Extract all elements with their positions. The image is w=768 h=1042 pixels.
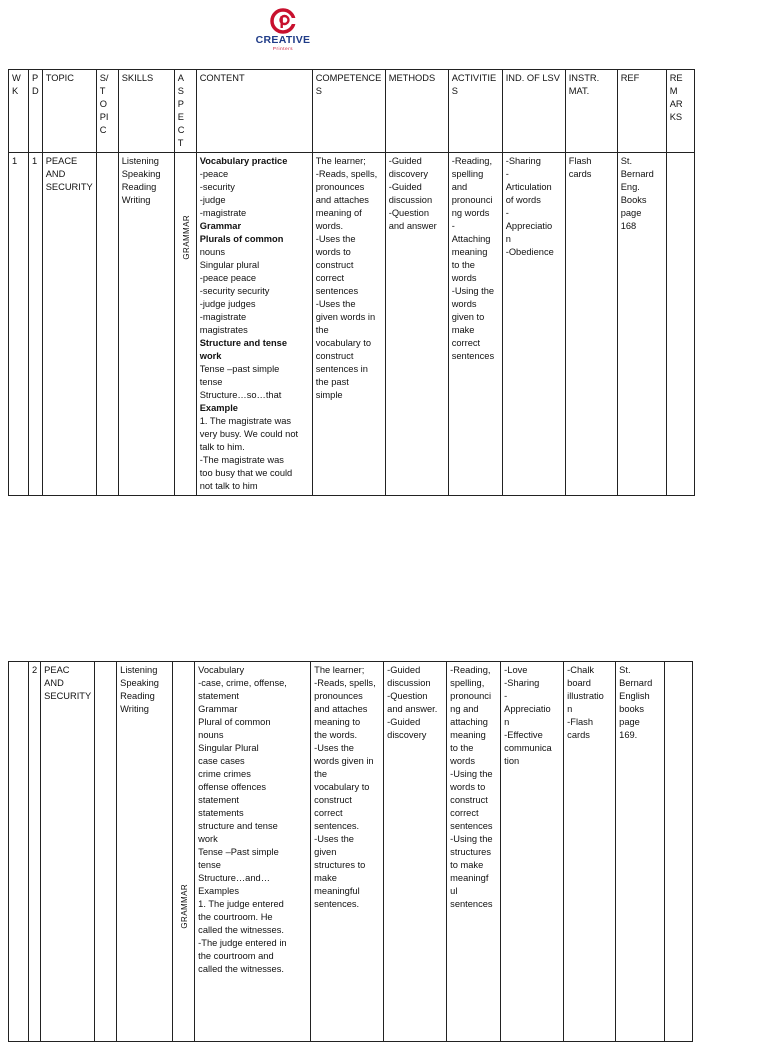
- row2-pd: 2: [29, 662, 41, 1042]
- creative-printers-logo: [248, 8, 318, 60]
- row1-pd: 1: [29, 153, 43, 496]
- content-heading: Example: [199, 403, 238, 413]
- header-ref: REF: [617, 70, 666, 153]
- content-heading: Grammar: [199, 221, 242, 231]
- scheme-of-work-table-1: [8, 69, 695, 496]
- header-skills: SKILLS: [118, 70, 174, 153]
- header-wk: W K: [9, 70, 29, 153]
- content-text: -peace -security -judge -magistrate: [199, 169, 247, 218]
- table-header-row: [9, 70, 695, 153]
- header-activities: ACTIVITIE S: [448, 70, 502, 153]
- header-sub-topic: S/ T O PI C: [96, 70, 118, 153]
- row2-content: Vocabulary -case, crime, offense, statement Grammar Plural of common nouns Singular Plural case cases crime crimes offense offences statement statements structure and tense work Tense –Past simple tense Structure…and… Examples 1. The judge entered the courtroom. He called the witnesses. -The judge entered in the courtroom and called the witnesses.: [195, 662, 311, 1042]
- row1-sub-topic: [96, 153, 118, 496]
- row1-aspect: [174, 153, 196, 496]
- row1-remarks: [666, 153, 694, 496]
- header-pd: P D: [29, 70, 43, 153]
- row1-methods: -Guided discovery -Guided discussion -Question and answer: [385, 153, 448, 496]
- header-instr-mat: INSTR. MAT.: [565, 70, 617, 153]
- row1-lsv: -Sharing - Articulation of words - Appreciatio n -Obedience: [502, 153, 565, 496]
- row1-skills: Listening Speaking Reading Writing: [118, 153, 174, 496]
- row1-ref: St. Bernard Eng. Books page 168: [617, 153, 666, 496]
- header-methods: METHODS: [385, 70, 448, 153]
- row1-wk: 1: [9, 153, 29, 496]
- row2-ref: St. Bernard English books page 169.: [616, 662, 665, 1042]
- logo-name: CREATIVE: [255, 34, 311, 46]
- header-topic: TOPIC: [42, 70, 96, 153]
- row2-topic: PEAC AND SECURITY: [41, 662, 95, 1042]
- content-heading: Vocabulary practice: [199, 156, 288, 166]
- row2-remarks: [665, 662, 693, 1042]
- header-remarks: RE M AR KS: [666, 70, 694, 153]
- row1-instr-mat: Flash cards: [565, 153, 617, 496]
- row2-skills: Listening Speaking Reading Writing: [117, 662, 173, 1042]
- logo-subtitle: Printers: [272, 46, 294, 51]
- content-text: Tense –past simple tense Structure…so…that: [199, 364, 282, 400]
- row2-wk: [9, 662, 29, 1042]
- row1-activities: -Reading, spelling and pronounci ng words - Attaching meaning to the words -Using the words given to make correct sentences: [448, 153, 502, 496]
- row1-content: [196, 153, 312, 496]
- row1-competences: The learner; -Reads, spells, pronounces and attaches meaning of words. -Uses the words to construct correct sentences -Uses the given words in the vocabulary to construct sentences in the past simple: [312, 153, 385, 496]
- row2-activities: -Reading, spelling, pronounci ng and attaching meaning to the words -Using the words to construct correct sentences -Using the structures to make meaningf ul sentences: [447, 662, 501, 1042]
- header-lsv: IND. OF LSV: [502, 70, 565, 153]
- header-aspect: A S P E C T: [174, 70, 196, 153]
- scheme-of-work-table-2: [8, 661, 693, 1042]
- row2-aspect-label: GRAMMAR: [180, 884, 190, 929]
- row2-lsv: -Love -Sharing - Appreciatio n -Effective communica tion: [501, 662, 564, 1042]
- header-competences: COMPETENCE S: [312, 70, 385, 153]
- row1-topic: PEACE AND SECURITY: [42, 153, 96, 496]
- table-row: [9, 153, 695, 496]
- table-row: [9, 662, 693, 1042]
- content-heading: Structure and tense work: [199, 338, 288, 361]
- row2-methods: -Guided discussion -Question and answer. -Guided discovery: [384, 662, 447, 1042]
- row2-aspect: [173, 662, 195, 1042]
- content-text: nouns Singular plural -peace peace -security security -judge judges -magistrate magistrates: [199, 247, 270, 335]
- content-heading: Plurals of common: [199, 234, 284, 244]
- logo-mark-icon: [270, 8, 296, 34]
- row1-aspect-label: GRAMMAR: [181, 215, 191, 260]
- row2-sub-topic: [95, 662, 117, 1042]
- row2-competences: The learner; -Reads, spells, pronounces and attaches meaning to the words. -Uses the words given in the vocabulary to construct correct sentences. -Uses the given structures to make meaningful sentences.: [311, 662, 384, 1042]
- content-text: 1. The magistrate was very busy. We could not talk to him. -The magistrate was too busy that we could not talk to him: [199, 416, 299, 491]
- header-content: CONTENT: [196, 70, 312, 153]
- row2-instr-mat: -Chalk board illustratio n -Flash cards: [564, 662, 616, 1042]
